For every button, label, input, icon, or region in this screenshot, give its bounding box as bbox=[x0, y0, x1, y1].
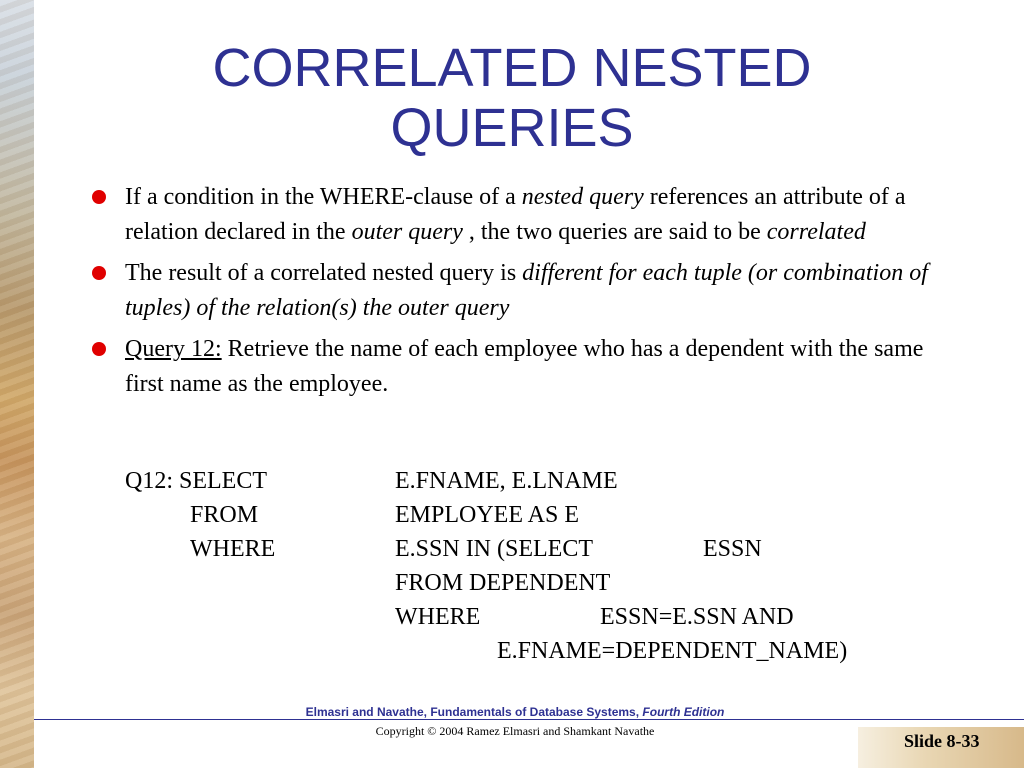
bullet-text: If a condition in the WHERE-clause of a bbox=[125, 184, 522, 210]
title-line-2: QUERIES bbox=[390, 98, 634, 158]
bullet-italic-text: correlated bbox=[766, 219, 866, 245]
sql-inner-select-list: ESSN bbox=[703, 536, 762, 562]
footer-divider bbox=[34, 719, 1024, 720]
sql-select-list: E.FNAME, E.LNAME bbox=[395, 468, 618, 494]
bullet-dot-icon bbox=[92, 342, 106, 356]
footer-book-edition: Fourth Edition bbox=[642, 705, 725, 719]
sql-inner-where-keyword: WHERE bbox=[395, 604, 481, 630]
bullet-dot-icon bbox=[92, 190, 106, 204]
bullet-italic-text: nested query bbox=[521, 184, 644, 210]
query-label: Query 12: bbox=[125, 336, 222, 362]
footer-copyright: Copyright © 2004 Ramez Elmasri and Shamkant Navathe bbox=[375, 724, 655, 738]
bullet-italic-text: different for each tuple (or combination of tuples) of the relation(s) the outer query bbox=[125, 260, 928, 321]
decorative-side-image bbox=[0, 0, 34, 768]
bullet-text: The result of a correlated nested query is bbox=[125, 260, 523, 286]
bullet-text: references an attribute of a relation declared in the bbox=[125, 184, 906, 245]
bullet-list bbox=[92, 180, 942, 408]
bullet-dot-icon bbox=[92, 266, 106, 280]
bullet-text: , the two queries are said to be bbox=[462, 219, 767, 245]
bullet-item bbox=[92, 256, 942, 326]
sql-from-table: EMPLOYEE AS E bbox=[395, 502, 580, 528]
sql-inner-where-condition: ESSN=E.SSN AND bbox=[600, 604, 794, 630]
sql-from-keyword: FROM bbox=[190, 502, 259, 528]
bullet-item bbox=[92, 332, 942, 402]
sql-inner-where-condition-2: E.FNAME=DEPENDENT_NAME) bbox=[497, 638, 848, 664]
sql-inner-from: FROM DEPENDENT bbox=[395, 570, 611, 596]
footer-book-title: Elmasri and Navathe, Fundamentals of Database Systems, bbox=[305, 705, 643, 719]
sql-select-keyword: Q12: SELECT bbox=[125, 468, 267, 494]
sql-where-condition: E.SSN IN (SELECT bbox=[395, 536, 593, 562]
bullet-italic-text: outer query bbox=[351, 219, 463, 245]
bullet-item bbox=[92, 180, 942, 250]
title-line-1: CORRELATED NESTED bbox=[212, 38, 812, 98]
sql-where-keyword: WHERE bbox=[190, 536, 276, 562]
slide-number: Slide 8-33 bbox=[904, 731, 980, 751]
bullet-text: Retrieve the name of each employee who has a dependent with the same first name as the employee. bbox=[125, 336, 924, 397]
footer-book-reference bbox=[250, 705, 780, 719]
slide-title bbox=[120, 38, 904, 158]
